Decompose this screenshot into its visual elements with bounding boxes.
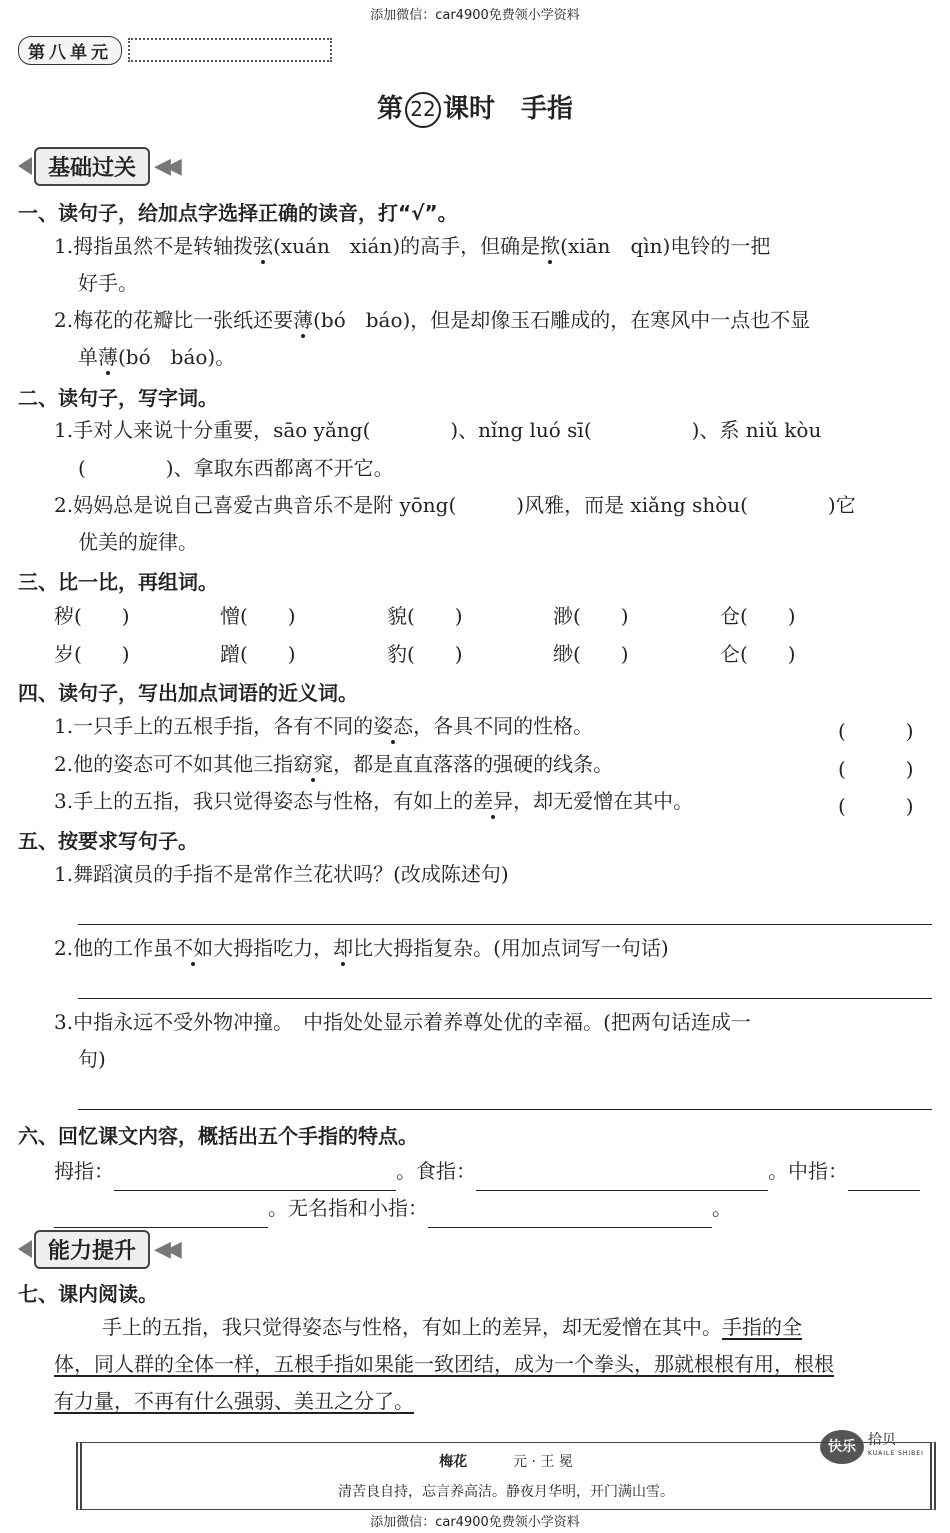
q5-line1: 1.舞蹈演员的手指不是常作兰花状吗？(改成陈述句) — [54, 862, 509, 886]
left-arrow-icon — [18, 157, 32, 175]
banner-basic-label: 基础过关 — [34, 147, 150, 186]
q7-passage: 手上的五指，我只觉得姿态与性格，有如上的差异，却无爱憎在其中。手指的全 体，同人群的全体一样，五根手指如果能一致团结，成为一个拳头，那就根根有用，根根 有力量，不再有什么强弱、美丑之分了。 — [54, 1315, 834, 1413]
double-chevron-icon: ◀◀ — [154, 153, 176, 179]
banner-advanced-label: 能力提升 — [34, 1230, 150, 1269]
q6-heading: 六、回忆课文内容，概括出五个手指的特点。 — [18, 1124, 418, 1148]
q6-line1: 拇指： 。食指： 。中指： — [54, 1153, 920, 1191]
badge-side: 拾贝 — [868, 1432, 896, 1448]
q3-row1-c1: 秽( ) — [54, 604, 130, 628]
q3-row2-c4: 缈( ) — [553, 642, 629, 666]
q6-middle-blank-cont[interactable] — [54, 1190, 268, 1228]
q1-line2: 好手。 — [78, 271, 138, 295]
badge-bubble: 快乐 — [820, 1430, 864, 1464]
q3-row1-c3: 貌( ) — [387, 604, 463, 628]
q4-line1: 1.一只手上的五根手指，各有不同的姿态，各具不同的性格。 — [54, 714, 594, 738]
q4-answer3[interactable]: ( ) — [838, 794, 914, 818]
q5-line3: 3.中指永远不受外物冲撞。 中指处处显示着养尊处优的幸福。(把两句话连成一 — [54, 1010, 751, 1034]
q5-answer-line1[interactable] — [78, 924, 932, 925]
q1-line4: 单薄(bó báo)。 — [78, 345, 236, 369]
q2-line4: 优美的旋律。 — [78, 530, 198, 554]
q3-row2-c5: 仑( ) — [720, 642, 796, 666]
q6-line2: 。无名指和小指： 。 — [54, 1190, 732, 1228]
q2-heading: 二、读句子，写字词。 — [18, 386, 218, 410]
q1-heading: 一、读句子，给加点字选择正确的读音，打“√”。 — [18, 201, 458, 225]
q1-line3: 2.梅花的花瓣比一张纸还要薄(bó báo)，但是却像玉石雕成的，在寒风中一点也不显 — [54, 308, 811, 332]
q5-line2: 2.他的工作虽不如大拇指吃力，却比大拇指复杂。(用加点词写一句话) — [54, 936, 669, 960]
poem-line: 清苦良自持，忘言养高洁。静夜月华明，开门满山雪。 — [338, 1484, 674, 1500]
q3-row1-c4: 渺( ) — [553, 604, 629, 628]
q3-heading: 三、比一比，再组词。 — [18, 570, 218, 594]
q4-answer2[interactable]: ( ) — [838, 757, 914, 781]
title-suffix: 课时 — [442, 94, 495, 124]
q2-line2: ( )、拿取东西都离不开它。 — [78, 456, 394, 480]
poem-header: 梅花 元 · 王 冕 — [439, 1454, 573, 1470]
q5-answer-line3[interactable] — [78, 1109, 932, 1110]
q5-answer-line2[interactable] — [78, 998, 932, 999]
q4-answer1[interactable]: ( ) — [838, 719, 914, 743]
watermark-top: 添加微信：car4900免费领小学资料 — [370, 8, 580, 23]
q2-line3: 2.妈妈总是说自己喜爱古典音乐不是附 yōng( )风雅，而是 xiǎng shòu( )它 — [54, 493, 856, 517]
q3-row1-c2: 憎( ) — [220, 604, 296, 628]
banner-advanced — [18, 1231, 176, 1267]
title-name: 手指 — [521, 94, 574, 124]
lesson-title — [0, 88, 950, 128]
q3-row1-c5: 仓( ) — [720, 604, 796, 628]
q5-line4: 句) — [78, 1047, 106, 1071]
q7-heading: 七、课内阅读。 — [18, 1282, 158, 1306]
q6-index-blank[interactable] — [476, 1153, 768, 1191]
q6-thumb-blank[interactable] — [114, 1153, 396, 1191]
lesson-number-circle: 22 — [405, 92, 441, 128]
q1-line1: 1.拇指虽然不是转轴拨弦(xuán xián)的高手，但确是揿(xiān qìn)电铃的一把 — [54, 234, 771, 258]
badge-sub: KUAILE SHIBEI — [868, 1450, 924, 1457]
unit-header — [18, 36, 332, 64]
q3-row2-c3: 豹( ) — [387, 642, 463, 666]
q4-heading: 四、读句子，写出加点词语的近义词。 — [18, 681, 358, 705]
poem-box — [76, 1442, 936, 1510]
q3-row2-c1: 岁( ) — [54, 642, 130, 666]
q3-row2-c2: 蹭( ) — [220, 642, 296, 666]
title-prefix: 第 — [376, 94, 403, 124]
banner-basic — [18, 148, 176, 184]
q5-heading: 五、按要求写句子。 — [18, 829, 198, 853]
left-arrow-icon — [18, 1240, 32, 1258]
q2-line1: 1.手对人来说十分重要，sāo yǎng( )、nǐng luó sī( )、系 niǔ kòu — [54, 418, 822, 442]
q4-line3: 3.手上的五指，我只觉得姿态与性格，有如上的差异，却无爱憎在其中。 — [54, 789, 694, 813]
q4-line2: 2.他的姿态可不如其他三指窈窕，都是直直落落的强硬的线条。 — [54, 752, 614, 776]
watermark-bottom: 添加微信：car4900免费领小学资料 — [370, 1515, 580, 1530]
double-chevron-icon: ◀◀ — [154, 1236, 176, 1262]
q6-ring-blank[interactable] — [428, 1190, 712, 1228]
unit-dotted-box — [128, 38, 332, 62]
q6-middle-blank[interactable] — [848, 1153, 920, 1191]
unit-label: 第八单元 — [18, 36, 122, 65]
